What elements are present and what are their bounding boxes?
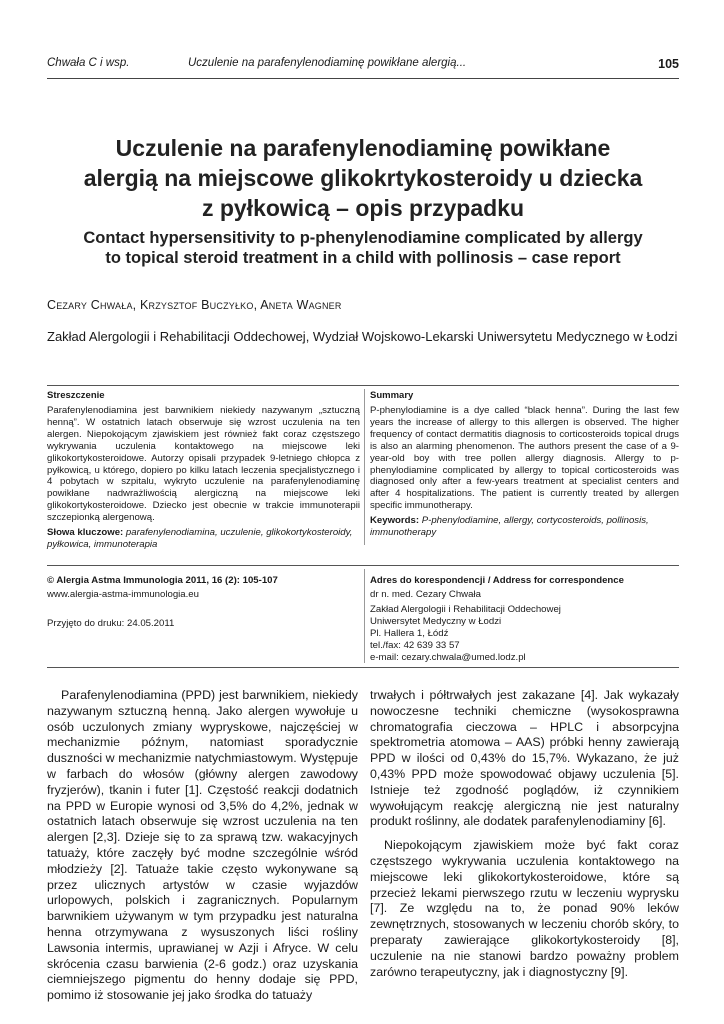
- body-right-column: [370, 688, 679, 980]
- keywords-english: [370, 515, 679, 539]
- keywords-english-list: P-phenylodiamine, allergy, cortycosteroids, pollinosis, immunotherapy: [370, 515, 649, 539]
- title-english: [47, 228, 679, 268]
- abstract-column-divider: [364, 389, 365, 545]
- abstract-top-rule: [47, 385, 679, 386]
- accepted-date: Przyjęto do druku: 24.05.2011: [47, 618, 175, 629]
- title-polish-line: Uczulenie na parafenylenodiaminę powikłane: [115, 135, 611, 161]
- correspondence-line: Zakład Alergologii i Rehabilitacji Oddechowej: [370, 604, 561, 615]
- keywords-english-label: Keywords:: [370, 515, 420, 527]
- abstract-english-heading: Summary: [370, 390, 414, 401]
- info-bottom-rule: [47, 667, 679, 668]
- running-head-authors: Chwała C i wsp.: [47, 57, 130, 69]
- title-polish: [47, 133, 679, 223]
- header-divider: [47, 78, 679, 79]
- journal-website[interactable]: www.alergia-astma-immunologia.eu: [47, 589, 199, 600]
- keywords-polish-label: Słowa kluczowe:: [47, 527, 124, 539]
- correspondence-line: dr n. med. Cezary Chwała: [370, 589, 481, 600]
- affiliation: Zakład Alergologii i Rehabilitacji Oddechowej, Wydział Wojskowo-Lekarski Uniwersytetu Medycznego w Łodzi: [47, 329, 678, 344]
- info-column-divider: [364, 569, 365, 663]
- info-top-rule: [47, 565, 679, 566]
- title-english-line: Contact hypersensitivity to p-phenylenodiamine complicated by allergy: [83, 229, 643, 247]
- page-number: 105: [658, 57, 679, 71]
- correspondence-line: Pl. Hallera 1, Łódź: [370, 628, 449, 639]
- keywords-polish: [47, 527, 360, 551]
- abstract-polish: [47, 390, 360, 551]
- correspondence-heading: Adres do korespondencji / Address for correspondence: [370, 575, 624, 586]
- body-paragraph: trwałych i półtrwałych jest zakazane [4]. Jak wykazały nowoczesne techniki chemiczne (wysokosprawna chromatografia cieczowa – HPLC i absorpcyjna spektrometria atomowa – AAS) próbki henny zawierają PPD w ilości od 0,43% do 15,7%. Wykazano, że już 0,43% PPD może spowodować objawy uczulenia [5]. Istnieje też zgodność poglądów, iż czynnikiem wywołującym reakcję alergiczną nie jest naturalny produkt roślinny, ale dodatek parafenylenodiaminy [6].: [370, 688, 679, 829]
- body-left-column: [47, 688, 358, 1004]
- abstract-english: [370, 390, 679, 539]
- abstract-polish-text: Parafenylenodiamina jest barwnikiem niekiedy nazywanym „sztuczną henną”. W ostatnich latach obserwuje się wzrost uczulenia na ten alergen. Niepokojącym zjawiskiem jest również fakt coraz częstszego wykrywania uczulenia kontaktowego na miejscowe leki glikokortykosteroidowe. Autorzy opisali przypadek 9-letniego chłopca z pyłkowicą, u którego, dopiero po kilku latach leczenia specjalistycznego i 4 pobytach w szpitalu, wykryto uczulenie na parafenylenodiaminę powikłane nadwrażliwością alergiczną na miejscowe leki glikokortykosteroidowe. Dziecko jest obecnie w trakcie immunoterapii szczepionką alergenową.: [47, 405, 360, 524]
- title-polish-line: alergią na miejscowe glikokrtykosteroidy u dziecka: [83, 165, 643, 191]
- abstract-polish-heading: Streszczenie: [47, 390, 105, 401]
- publication-info: [47, 575, 360, 630]
- running-head-title: Uczulenie na parafenylenodiaminę powikłane alergią...: [188, 57, 467, 69]
- body-paragraph: Parafenylenodiamina (PPD) jest barwnikiem, niekiedy nazywanym sztuczną henną. Jako alergen wywołuje u osób uczulonych zmiany wypryskowe, najczęściej w mechanizmie późnym, natomiast sporadycznie duszności w mechanizmie natychmiastowym. Występuje w farbach do włosów (główny alergen zawodowy fryzjerów), tkanin i futer [1]. Częstość reakcji dodatnich na PPD w Europie wynosi od 3,5% do 4,2%, jednak w ostatnich latach obserwuje się wzrost uczulenia na ten alergen [2,3]. Dzieje się to za sprawą tzw. wakacyjnych tatuaży, które zaczęły być modne szczególnie wśród młodzieży [2]. Tatuaże takie często wykonywane są przez ulicznych artystów w czasie wyjazdów urlopowych, polskich i zagranicznych. Popularnym barwnikiem używanym w tym przypadku jest naturalna henna otrzymywana z wysuszonych liści rośliny Lawsonia intermis, uprawianej w Azji i Afryce. W celu skrócenia czasu barwienia (2-6 godz.) oraz uzyskania ciemniejszego pigmentu do henny dodaje się PPD, pomimo iż stosowanie jej jako środka do tatuaży: [47, 688, 358, 1003]
- abstract-english-text: P-phenylodiamine is a dye called “black henna”. During the last few years the increase of allergy to this allergen is observed. The higher frequency of contact dermatitis diagnosis to corticosteroids topical drugs is also an alarming phenomenon. The authors present the case of a 9-year-old boy with tree pollen allergy diagnosis. Allergy to p-phenylodiamine complicated by allergy to topical corticosteroids was diagnosed only after a few-years treatment at specialist centers and after 4 hospitalizations. The patient is currently treated by allergen specific immunotherapy.: [370, 405, 679, 512]
- author-list: Cezary Chwała, Krzysztof Buczyłko, Aneta Wagner: [47, 298, 342, 312]
- correspondence-line: Uniwersytet Medyczny w Łodzi: [370, 616, 502, 627]
- title-polish-line: z pyłkowicą – opis przypadku: [201, 195, 525, 221]
- keywords-polish-list: parafenylenodiamina, uczulenie, glikokortykosteroidy, pyłkowica, immunoterapia: [47, 527, 353, 550]
- correspondence-line: tel./fax: 42 639 33 57: [370, 640, 460, 651]
- correspondence: [370, 575, 679, 664]
- copyright-line: © Alergia Astma Immunologia 2011, 16 (2): 105-107: [47, 575, 278, 586]
- title-english-line: to topical steroid treatment in a child with pollinosis – case report: [105, 249, 621, 267]
- body-paragraph: Niepokojącym zjawiskiem może być fakt coraz częstszego wykrywania uczulenia kontaktowego na miejscowe leki glikokortykosteroidowe, które są przecież lekami pierwszego rzutu w leczeniu wyprysku [7]. Ze względu na to, że ponad 90% leków zewnętrznych, stosowanych w leczeniu chorób skóry, to preparaty zawierające glikokortykosteroidy [8], uczulenie na nie stanowi bardzo poważny problem zarówno terapeutyczny, jak i diagnostyczny [9].: [370, 838, 679, 979]
- correspondence-email[interactable]: e-mail: cezary.chwala@umed.lodz.pl: [370, 652, 526, 663]
